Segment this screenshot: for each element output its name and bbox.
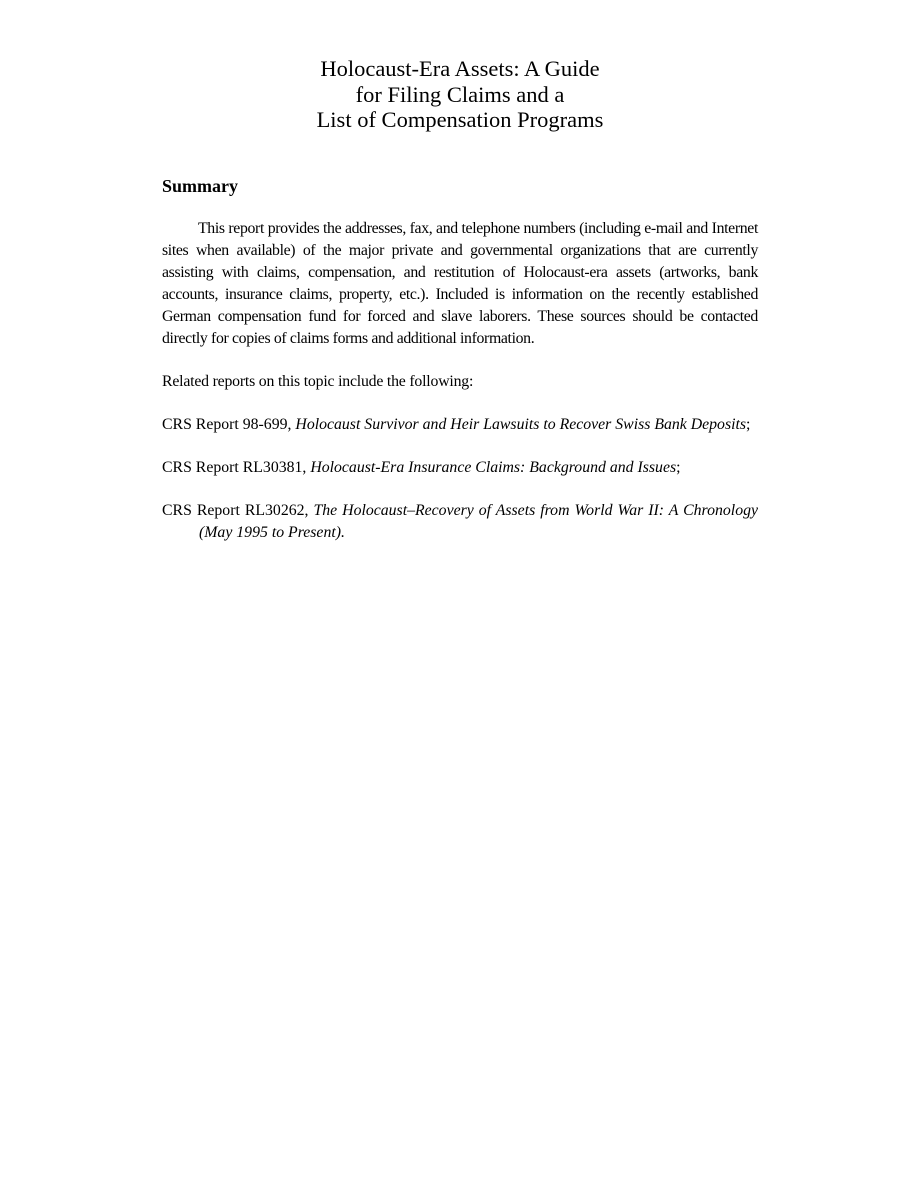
reference-item-3 bbox=[162, 500, 758, 544]
reference-item-1 bbox=[162, 414, 758, 436]
reference-title: Holocaust-Era Insurance Claims: Background and Issues bbox=[310, 458, 677, 476]
document-title bbox=[162, 56, 758, 133]
reference-item-2 bbox=[162, 457, 758, 479]
title-line-2: for Filing Claims and a bbox=[355, 81, 565, 107]
reference-prefix: CRS Report 98-699, bbox=[162, 415, 296, 433]
reference-title: The Holocaust–Recovery of Assets from World War II: A Chronology (May 1995 to Present). bbox=[199, 501, 759, 541]
reference-prefix: CRS Report RL30262, bbox=[162, 501, 314, 519]
reference-prefix: CRS Report RL30381, bbox=[162, 458, 311, 476]
summary-paragraph: This report provides the addresses, fax, and telephone numbers (including e-mail and Internet sites when available) of the major private and governmental organizations that are currently assisting with claims, compensation, and restitution of Holocaust-era assets (artworks, bank accounts, insurance claims, property, etc.). Included is information on the recently established German compensation fund for forced and slave laborers. These sources should be contacted directly for copies of claims forms and additional information. bbox=[162, 219, 758, 347]
document-page bbox=[162, 56, 758, 544]
reference-title: Holocaust Survivor and Heir Lawsuits to Recover Swiss Bank Deposits bbox=[295, 415, 747, 433]
title-line-1: Holocaust-Era Assets: A Guide bbox=[320, 56, 600, 81]
summary-heading: Summary bbox=[162, 175, 238, 196]
title-line-3: List of Compensation Programs bbox=[316, 107, 604, 132]
reference-suffix: ; bbox=[676, 458, 681, 476]
reference-suffix: ; bbox=[746, 415, 751, 433]
related-reports-intro: Related reports on this topic include the following: bbox=[162, 372, 474, 390]
